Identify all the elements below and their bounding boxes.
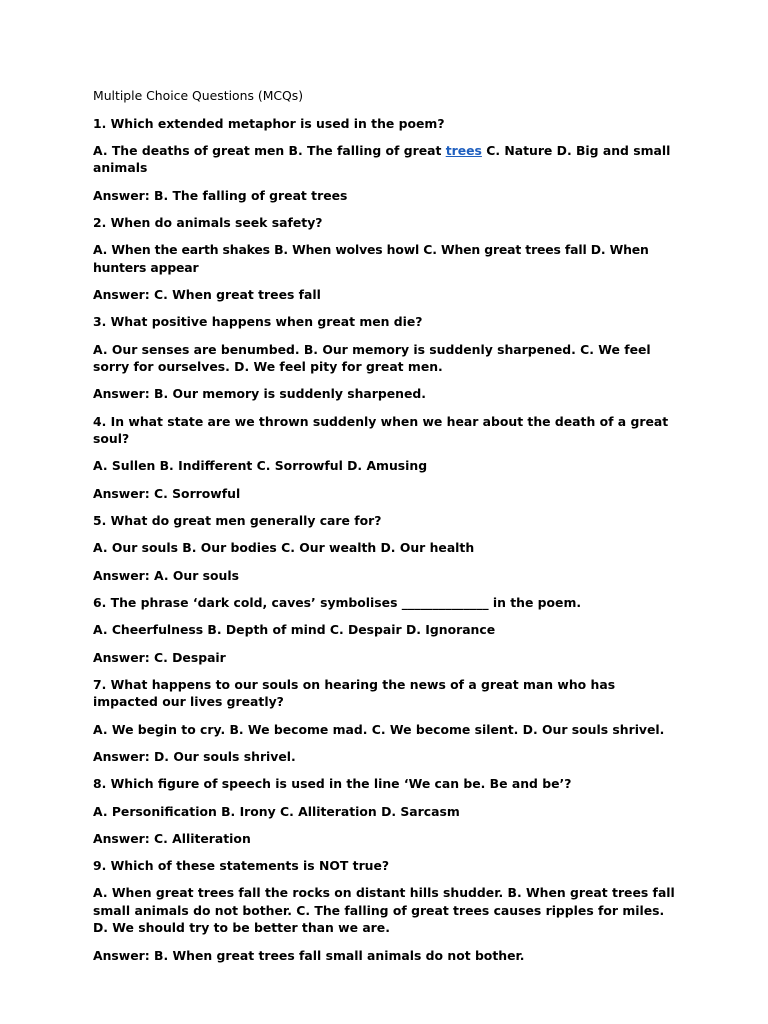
question-3: 3. What positive happens when great men die? bbox=[93, 314, 423, 330]
question-8: 8. Which figure of speech is used in the line ‘We can be. Be and be’? bbox=[93, 776, 572, 792]
options-1 bbox=[93, 142, 675, 177]
options-1-text-before: A. The deaths of great men B. The falling of great bbox=[93, 142, 446, 158]
document-body bbox=[93, 87, 675, 974]
question-6: 6. The phrase ‘dark cold, caves’ symbolises ______________ in the poem. bbox=[93, 594, 582, 610]
question-9: 9. Which of these statements is NOT true? bbox=[93, 858, 390, 874]
trees-link[interactable]: trees bbox=[445, 142, 482, 158]
options-9: A. When great trees fall the rocks on distant hills shudder. B. When great trees fall small animals do not bother. C. The falling of great trees causes ripples for miles. D. We should try to be better than we are. bbox=[93, 885, 675, 936]
answer-1: Answer: B. The falling of great trees bbox=[93, 187, 348, 203]
question-7: 7. What happens to our souls on hearing the news of a great man who has impacted our lives greatly? bbox=[93, 676, 616, 710]
answer-5: Answer: A. Our souls bbox=[93, 567, 239, 583]
answer-9: Answer: B. When great trees fall small animals do not bother. bbox=[93, 947, 525, 963]
document-heading: Multiple Choice Questions (MCQs) bbox=[93, 88, 304, 103]
question-5: 5. What do great men generally care for? bbox=[93, 513, 382, 529]
options-3: A. Our senses are benumbed. B. Our memory is suddenly sharpened. C. We feel sorry for ourselves. D. We feel pity for great men. bbox=[93, 341, 651, 375]
options-4: A. Sullen B. Indifferent C. Sorrowful D. Amusing bbox=[93, 458, 428, 474]
answer-7: Answer: D. Our souls shrivel. bbox=[93, 748, 296, 764]
question-1: 1. Which extended metaphor is used in the poem? bbox=[93, 115, 445, 131]
options-5: A. Our souls B. Our bodies C. Our wealth D. Our health bbox=[93, 540, 475, 556]
options-2: A. When the earth shakes B. When wolves howl C. When great trees fall D. When hunters appear bbox=[93, 242, 649, 275]
answer-2: Answer: C. When great trees fall bbox=[93, 286, 321, 302]
answer-8: Answer: C. Alliteration bbox=[93, 830, 251, 846]
options-6: A. Cheerfulness B. Depth of mind C. Despair D. Ignorance bbox=[93, 622, 496, 638]
options-7: A. We begin to cry. B. We become mad. C. We become silent. D. Our souls shrivel. bbox=[93, 721, 665, 737]
answer-3: Answer: B. Our memory is suddenly sharpened. bbox=[93, 386, 426, 402]
question-2: 2. When do animals seek safety? bbox=[93, 214, 323, 230]
options-1-text-after: C. Nature D. Big and small animals bbox=[93, 142, 671, 176]
answer-6: Answer: C. Despair bbox=[93, 649, 226, 665]
answer-4: Answer: C. Sorrowful bbox=[93, 485, 241, 501]
options-8: A. Personification B. Irony C. Alliteration D. Sarcasm bbox=[93, 803, 460, 819]
question-4: 4. In what state are we thrown suddenly when we hear about the death of a great soul? bbox=[93, 413, 669, 447]
